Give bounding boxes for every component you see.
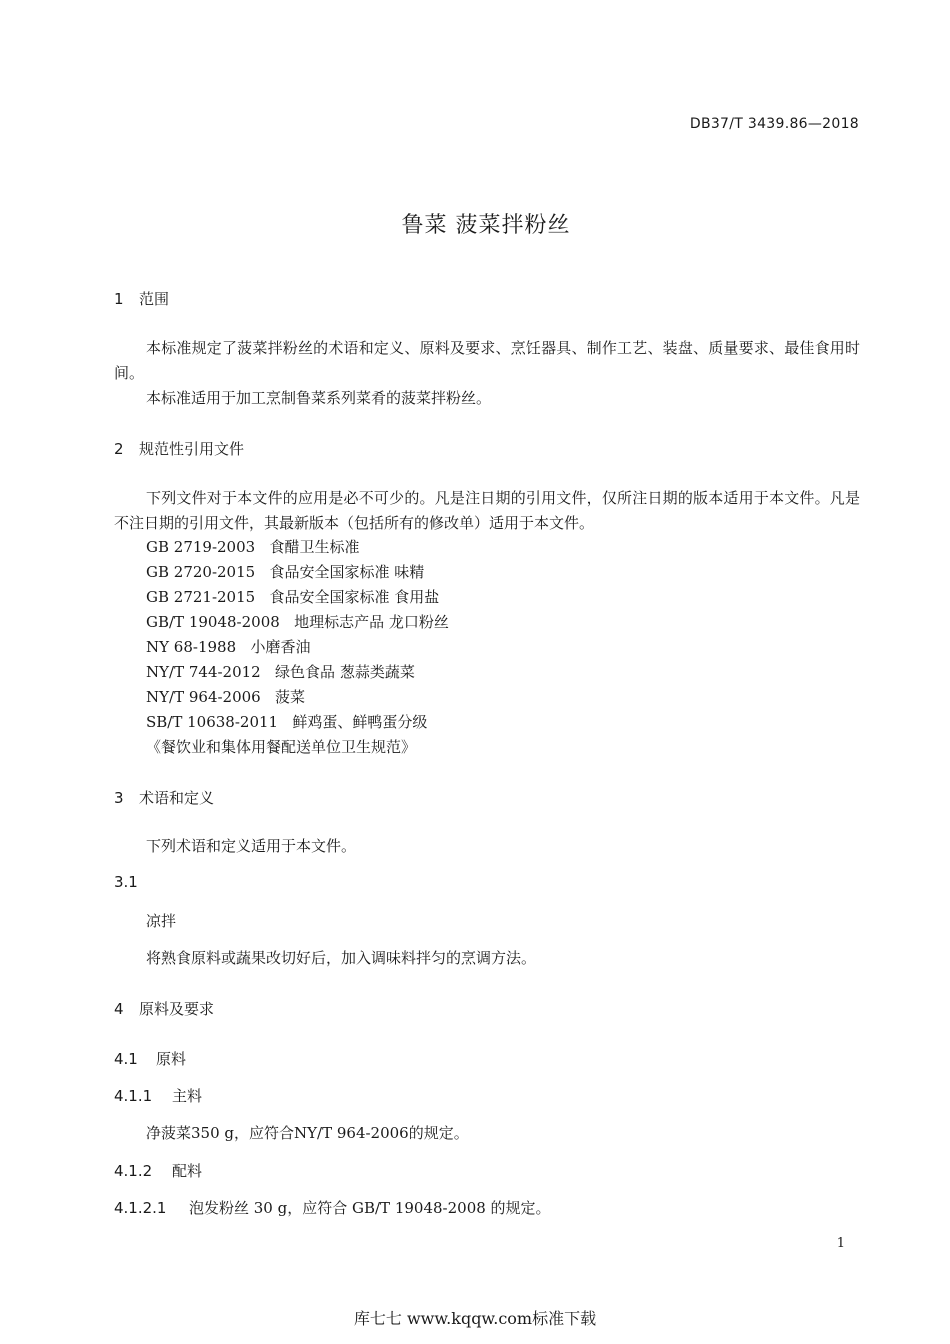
reference-item	[146, 536, 360, 557]
section-1-heading	[114, 288, 169, 309]
section-number: 4	[114, 1000, 124, 1018]
scope-paragraph-2: 本标准适用于加工烹制鲁菜系列菜肴的菠菜拌粉丝。	[146, 389, 492, 407]
clause-text: 泡发粉丝 30 g，应符合 GB/T 19048-2008 的规定。	[189, 1199, 551, 1217]
reference-name: 小磨香油	[250, 638, 311, 656]
section-title: 原料及要求	[139, 1000, 215, 1018]
reference-code: GB 2719-2003	[146, 538, 256, 556]
clause-number: 4.1.2.1	[114, 1199, 167, 1217]
subsection-4-1-heading	[114, 1048, 186, 1069]
reference-code: NY 68-1988	[146, 638, 237, 656]
reference-name: 绿色食品 葱蒜类蔬菜	[275, 663, 415, 681]
subsection-4-1-1-heading	[114, 1085, 202, 1106]
term-name: 凉拌	[146, 912, 177, 930]
reference-name: 食醋卫生标准	[269, 538, 360, 556]
reference-name: 鲜鸡蛋、鲜鸭蛋分级	[292, 713, 428, 731]
section-number: 1	[114, 290, 124, 308]
section-title: 规范性引用文件	[139, 440, 245, 458]
reference-name: 地理标志产品 龙口粉丝	[294, 613, 449, 631]
subsection-number: 4.1.1	[114, 1087, 153, 1105]
section-4-heading	[114, 998, 214, 1019]
reference-item: 《餐饮业和集体用餐配送单位卫生规范》	[146, 738, 417, 756]
subsection-title: 原料	[156, 1050, 187, 1068]
reference-item	[146, 636, 310, 657]
page-number: 1	[836, 1236, 845, 1251]
reference-name: 菠菜	[275, 688, 306, 706]
term-definition: 将熟食原料或蔬果改切好后，加入调味料拌匀的烹调方法。	[146, 949, 537, 967]
section-title: 范围	[139, 290, 170, 308]
references-intro-paragraph: 下列文件对于本文件的应用是必不可少的。凡是注日期的引用文件，仅所注日期的版本适用于本文件。凡是不注日期的引用文件，其最新版本（包括所有的修改单）适用于本文件。	[114, 489, 860, 532]
reference-item	[146, 661, 415, 682]
clause-4-1-2-1	[114, 1197, 551, 1218]
document-code: DB37/T 3439.86—2018	[689, 116, 859, 132]
document-title: 鲁菜 菠菜拌粉丝	[401, 213, 571, 238]
section-3-heading	[114, 787, 214, 808]
reference-item	[146, 711, 427, 732]
reference-code: SB/T 10638-2011	[146, 713, 279, 731]
subsection-number: 4.1	[114, 1050, 138, 1068]
section-2-heading	[114, 438, 244, 459]
reference-item	[146, 561, 424, 582]
reference-code: NY/T 964-2006	[146, 688, 261, 706]
reference-code: NY/T 744-2012	[146, 663, 261, 681]
reference-code: GB/T 19048-2008	[146, 613, 280, 631]
subsection-title: 配料	[172, 1162, 203, 1180]
terms-intro-paragraph: 下列术语和定义适用于本文件。	[146, 837, 357, 855]
section-number: 3	[114, 789, 124, 807]
scope-paragraph-1: 本标准规定了菠菜拌粉丝的术语和定义、原料及要求、烹饪器具、制作工艺、装盘、质量要求、最佳食用时间。	[114, 339, 860, 382]
footer-watermark: 库七七 www.kqqw.com标准下载	[353, 1309, 597, 1328]
section-title: 术语和定义	[139, 789, 215, 807]
section-number: 2	[114, 440, 124, 458]
subsection-4-1-2-heading	[114, 1160, 202, 1181]
reference-item	[146, 686, 305, 707]
reference-item	[146, 611, 449, 632]
reference-item	[146, 586, 439, 607]
subsection-number: 4.1.2	[114, 1162, 153, 1180]
reference-code: GB 2721-2015	[146, 588, 256, 606]
term-number: 3.1	[114, 873, 138, 891]
main-ingredient-text: 净菠菜350 g，应符合NY/T 964-2006的规定。	[146, 1124, 469, 1142]
reference-name: 食品安全国家标准 味精	[269, 563, 425, 581]
reference-name: 食品安全国家标准 食用盐	[269, 588, 440, 606]
reference-code: GB 2720-2015	[146, 563, 256, 581]
subsection-title: 主料	[172, 1087, 203, 1105]
